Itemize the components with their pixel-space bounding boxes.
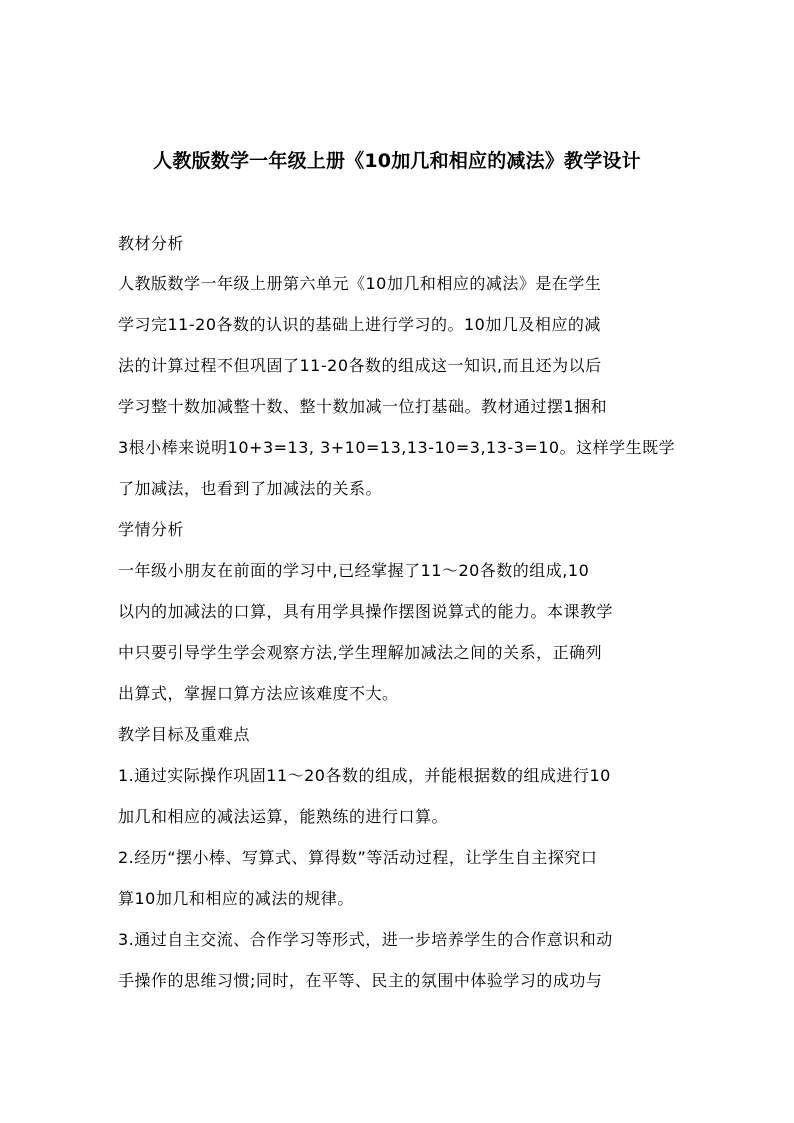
paragraph-line: 算10加几和相应的减法的规律。 [118,889,354,908]
paragraph-line: 加几和相应的减法运算，能熟练的进行口算。 [118,807,449,826]
paragraph-line: 手操作的思维习惯;同时，在平等、民主的氛围中体验学习的成功与 [118,971,603,990]
paragraph-line: 中只要引导学生学会观察方法,学生理解加减法之间的关系，正确列 [118,643,603,662]
paragraph-line: 3.通过自主交流、合作学习等形式，进一步培养学生的合作意识和动 [118,930,613,949]
paragraph-line: 以内的加减法的口算，具有用学具操作摆图说算式的能力。本课教学 [118,602,614,621]
paragraph-line: 出算式，掌握口算方法应该难度不大。 [118,684,399,703]
paragraph-line: 1.通过实际操作巩固11～20各数的组成，并能根据数的组成进行10 [118,766,611,785]
paragraph-line: 3根小棒来说明10+3=13, 3+10=13,13-10=3,13-3=10。这样学生既学 [118,438,676,457]
section-heading-student-analysis: 学情分析 [118,520,185,539]
section-heading-teaching-goals: 教学目标及重难点 [118,725,251,744]
paragraph-line: 法的计算过程不但巩固了11-20各数的组成这一知识,而且还为以后 [118,356,602,375]
paragraph-line: 了加减法，也看到了加减法的关系。 [118,479,383,498]
paragraph-line: 学习完11-20各数的认识的基础上进行学习的。10加几及相应的减 [118,315,601,334]
paragraph-line: 人教版数学一年级上册第六单元《10加几和相应的减法》是在学生 [118,274,602,293]
document-title: 人教版数学一年级上册《10加几和相应的减法》教学设计 [153,150,641,172]
paragraph-line: 2.经历“摆小棒、写算式、算得数”等活动过程，让学生自主探究口 [118,848,598,867]
paragraph-line: 学习整十数加减整十数、整十数加减一位打基础。教材通过摆1捆和 [118,397,608,416]
section-heading-material-analysis: 教材分析 [118,234,185,253]
paragraph-line: 一年级小朋友在前面的学习中,已经掌握了11～20各数的组成,10 [118,561,590,580]
